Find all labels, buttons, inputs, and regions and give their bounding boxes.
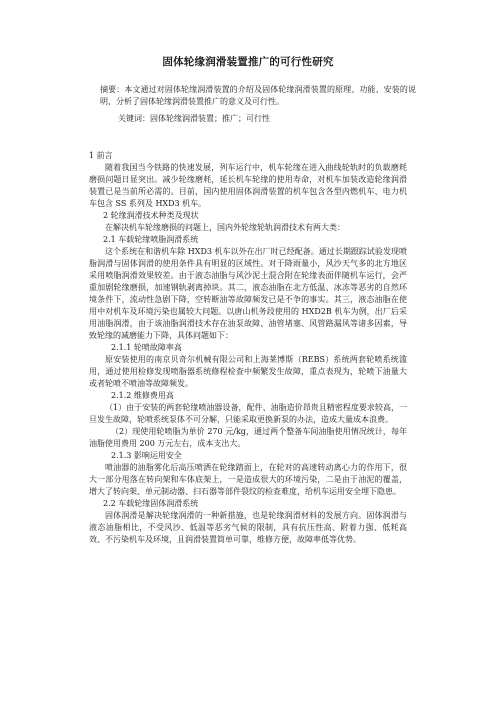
paragraph: 原安装使用的南京贝奇尔机械有限公司和上海莱博斯（REBS）系统两套轮喷系统滥用，通过使用检修发现喷脂器系统修程检查中频繁发生故障，重点表现为，轮喷下油量大或者轮喷不喷油等故障频发。 — [89, 355, 407, 388]
document-title: 固体轮缘润滑装置推广的可行性研究 — [162, 56, 334, 68]
paragraph: 随着我国当今铁路的快速发展，列车运行中，机车轮缘在进入曲线轮轨时的负载磨耗磨损问题日显突出。减少轮缘磨耗，延长机车轮缘的使用寿命，对机车加装改造轮缘润滑装置已是当前所必需的。目前，国内使用固体润滑装置的机车包含各型内燃机车、电力机车包含 SS 系列及 HXD3 机车。 — [89, 163, 407, 208]
paragraph: 这个系统在和谐机车除 HXD3 机车以外在出厂时已经配备。通过长期跟踪试验发现喷脂润滑与固体润滑的使用条件具有明显的区域性。对于降雨量小，风沙天气多的北方地区采用喷脂润滑效果较差。由于液态油脂与风沙泥土混合附在轮缘表面伴随机车运行，会严重加剧轮缘磨损，加速钢轨剥离掉块。其二，液态油脂在北方低温、冰冻等恶劣的自然环境条件下，流动性急剧下降，空转断油等故障频发已是不争的事实。其三，液态油脂在使用中对机车及环境污染也属较大问题。以唐山机务段使用的 HXD2B 机车为例，出厂后采用油脂润滑，由于该油脂润滑技术存在油泵故障、油管堵塞、风管路漏风等诸多因素，导致轮缘的减磨能力下降，具体问题如下： — [89, 247, 407, 340]
paragraph: （1）由于安装的两套轮缘喷油器设备，配件、油脂造价昂贵且精密程度要求较高，一旦发生故障，轮喷系统泵体不可分解，只能采取更换新泵的办法，造成大量成本浪费。 — [89, 403, 407, 424]
subsection-heading: 2.1.3 影响运用安全 — [111, 451, 182, 460]
abstract: 摘要：本文通过对固体轮缘润滑装置的介绍及固体轮缘润滑装置的原理、功能、安装的说明，分析了固体轮缘润滑装置推广的意义及可行性。 — [100, 85, 416, 106]
document-body — [89, 150, 407, 546]
subsection-heading: 2.2 车载轮缘固体润滑系统 — [103, 499, 199, 508]
section-heading: 1 前言 — [89, 151, 113, 160]
subsection-heading: 2.1 车载轮缘喷脂润滑系统 — [103, 235, 199, 244]
subsection-heading: 2.1.2 维修费用高 — [111, 391, 174, 400]
subsection-heading: 2.1.1 轮喷故障率高 — [111, 343, 182, 352]
paragraph: 喷油器的油脂雾化后高压喷洒在轮缘踏面上，在轮对的高速转动离心力的作用下，很大一部分甩落在转向架和车体底架上，一是造成很大的环境污染，二是由于油泥的覆盖，增大了转向架、单元制动器、扫石器等部件裂纹的检查难度，给机车运用安全埋下隐患。 — [89, 463, 407, 496]
paragraph: 在解决机车轮缘磨损的问题上，国内外轮缘轮轨润滑技术有两大类： — [105, 223, 345, 232]
paragraph: （2）现使用轮喷脂为单价 270 元/kg，通过两个整备车间油脂使用情况统计，每年油脂使用费用 200 万元左右，成本支出大。 — [89, 427, 407, 448]
paragraph: 固体润滑是解决轮缘润滑的一种新措施，也是轮缘润滑材料的发展方向。固体润滑与液态油脂相比，不受风沙、低温等恶劣气候的限制，具有抗压性高、附着力强、低耗高效、不污染机车及环境，且润滑装置简单可靠，维修方便，故障率低等优势。 — [89, 511, 407, 544]
section-heading: 2 轮缘润滑技术种类及现状 — [103, 211, 199, 220]
keywords: 关键词：固体轮缘润滑装置；推广；可行性 — [118, 114, 270, 123]
